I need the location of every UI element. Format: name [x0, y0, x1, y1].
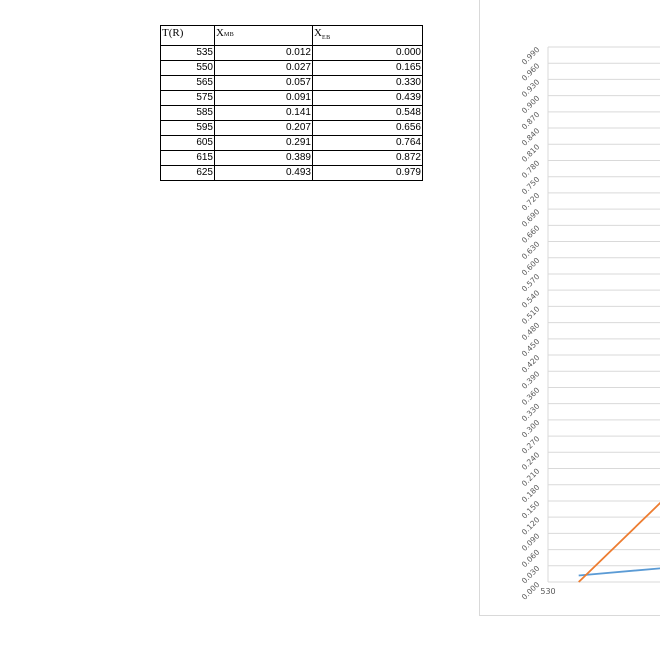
- y-tick-label: 0.000: [519, 580, 542, 602]
- table-row: [161, 121, 423, 136]
- y-tick-label: 0.150: [519, 498, 542, 521]
- table-row: [161, 46, 423, 61]
- chart-container: [479, 0, 660, 660]
- cell-x-mb: 0.493: [215, 166, 313, 181]
- cell-temperature: 535: [161, 46, 215, 61]
- table-row: [161, 151, 423, 166]
- cell-x-mb: 0.027: [215, 61, 313, 76]
- header-x-mb: XMB: [215, 26, 313, 46]
- y-tick-label: 0.600: [519, 255, 542, 278]
- y-tick-label: 0.240: [519, 450, 542, 472]
- cell-x-mb: 0.012: [215, 46, 313, 61]
- table-row: [161, 106, 423, 121]
- data-table: [160, 25, 423, 181]
- y-tick-label: 0.270: [519, 434, 542, 456]
- header-temperature: T(R): [161, 26, 215, 46]
- cell-temperature: 565: [161, 76, 215, 91]
- cell-x-mb: 0.091: [215, 91, 313, 106]
- cell-temperature: 575: [161, 91, 215, 106]
- y-tick-label: 0.810: [519, 142, 542, 164]
- line-chart: [480, 0, 660, 615]
- y-tick-label: 0.030: [519, 563, 542, 586]
- y-tick-label: 0.510: [519, 304, 542, 326]
- y-tick-label: 0.060: [519, 547, 542, 570]
- cell-temperature: 615: [161, 151, 215, 166]
- y-tick-label: 0.660: [519, 223, 542, 245]
- y-tick-label: 0.720: [519, 190, 542, 213]
- cell-temperature: 585: [161, 106, 215, 121]
- table-header-row: [161, 26, 423, 46]
- y-tick-label: 0.450: [519, 336, 542, 359]
- chart-frame: [479, 0, 660, 616]
- y-tick-label: 0.750: [519, 174, 542, 197]
- cell-x-eb: 0.000: [313, 46, 423, 61]
- y-tick-label: 0.960: [519, 61, 542, 83]
- series-line: [579, 53, 660, 582]
- cell-x-eb: 0.165: [313, 61, 423, 76]
- y-tick-label: 0.090: [519, 531, 542, 553]
- y-tick-label: 0.900: [519, 93, 542, 116]
- y-tick-label: 0.120: [519, 515, 542, 537]
- y-tick-label: 0.930: [519, 77, 542, 100]
- cell-temperature: 595: [161, 121, 215, 136]
- cell-x-eb: 0.872: [313, 151, 423, 166]
- cell-x-mb: 0.389: [215, 151, 313, 166]
- y-tick-label: 0.210: [519, 466, 542, 489]
- y-tick-label: 0.390: [519, 369, 542, 391]
- cell-x-eb: 0.330: [313, 76, 423, 91]
- table-row: [161, 61, 423, 76]
- y-tick-label: 0.330: [519, 401, 542, 424]
- cell-x-eb: 0.439: [313, 91, 423, 106]
- x-tick-label: 530: [540, 587, 556, 596]
- y-tick-label: 0.870: [519, 109, 542, 132]
- header-x-eb: $X_{EB}$: [313, 26, 423, 46]
- y-tick-label: 0.540: [519, 288, 542, 310]
- cell-x-mb: 0.057: [215, 76, 313, 91]
- table-row: [161, 136, 423, 151]
- cell-x-mb: 0.141: [215, 106, 313, 121]
- y-tick-label: 0.840: [519, 126, 542, 148]
- cell-temperature: 550: [161, 61, 215, 76]
- cell-x-eb: 0.764: [313, 136, 423, 151]
- cell-temperature: 625: [161, 166, 215, 181]
- y-tick-label: 0.570: [519, 272, 542, 294]
- table-row: [161, 166, 423, 181]
- cell-x-eb: 0.656: [313, 121, 423, 136]
- y-tick-label: 0.480: [519, 320, 542, 343]
- cell-x-eb: 0.979: [313, 166, 423, 181]
- y-tick-label: 0.630: [519, 239, 542, 262]
- cell-temperature: 605: [161, 136, 215, 151]
- table-row: [161, 76, 423, 91]
- cell-x-mb: 0.207: [215, 121, 313, 136]
- y-tick-label: 0.180: [519, 482, 542, 505]
- y-tick-label: 0.360: [519, 385, 542, 408]
- y-tick-label: 0.990: [519, 45, 542, 67]
- cell-x-eb: 0.548: [313, 106, 423, 121]
- y-tick-label: 0.780: [519, 158, 542, 181]
- cell-x-mb: 0.291: [215, 136, 313, 151]
- y-tick-label: 0.690: [519, 207, 542, 229]
- table-row: [161, 91, 423, 106]
- y-tick-label: 0.420: [519, 353, 542, 375]
- y-tick-label: 0.300: [519, 417, 542, 440]
